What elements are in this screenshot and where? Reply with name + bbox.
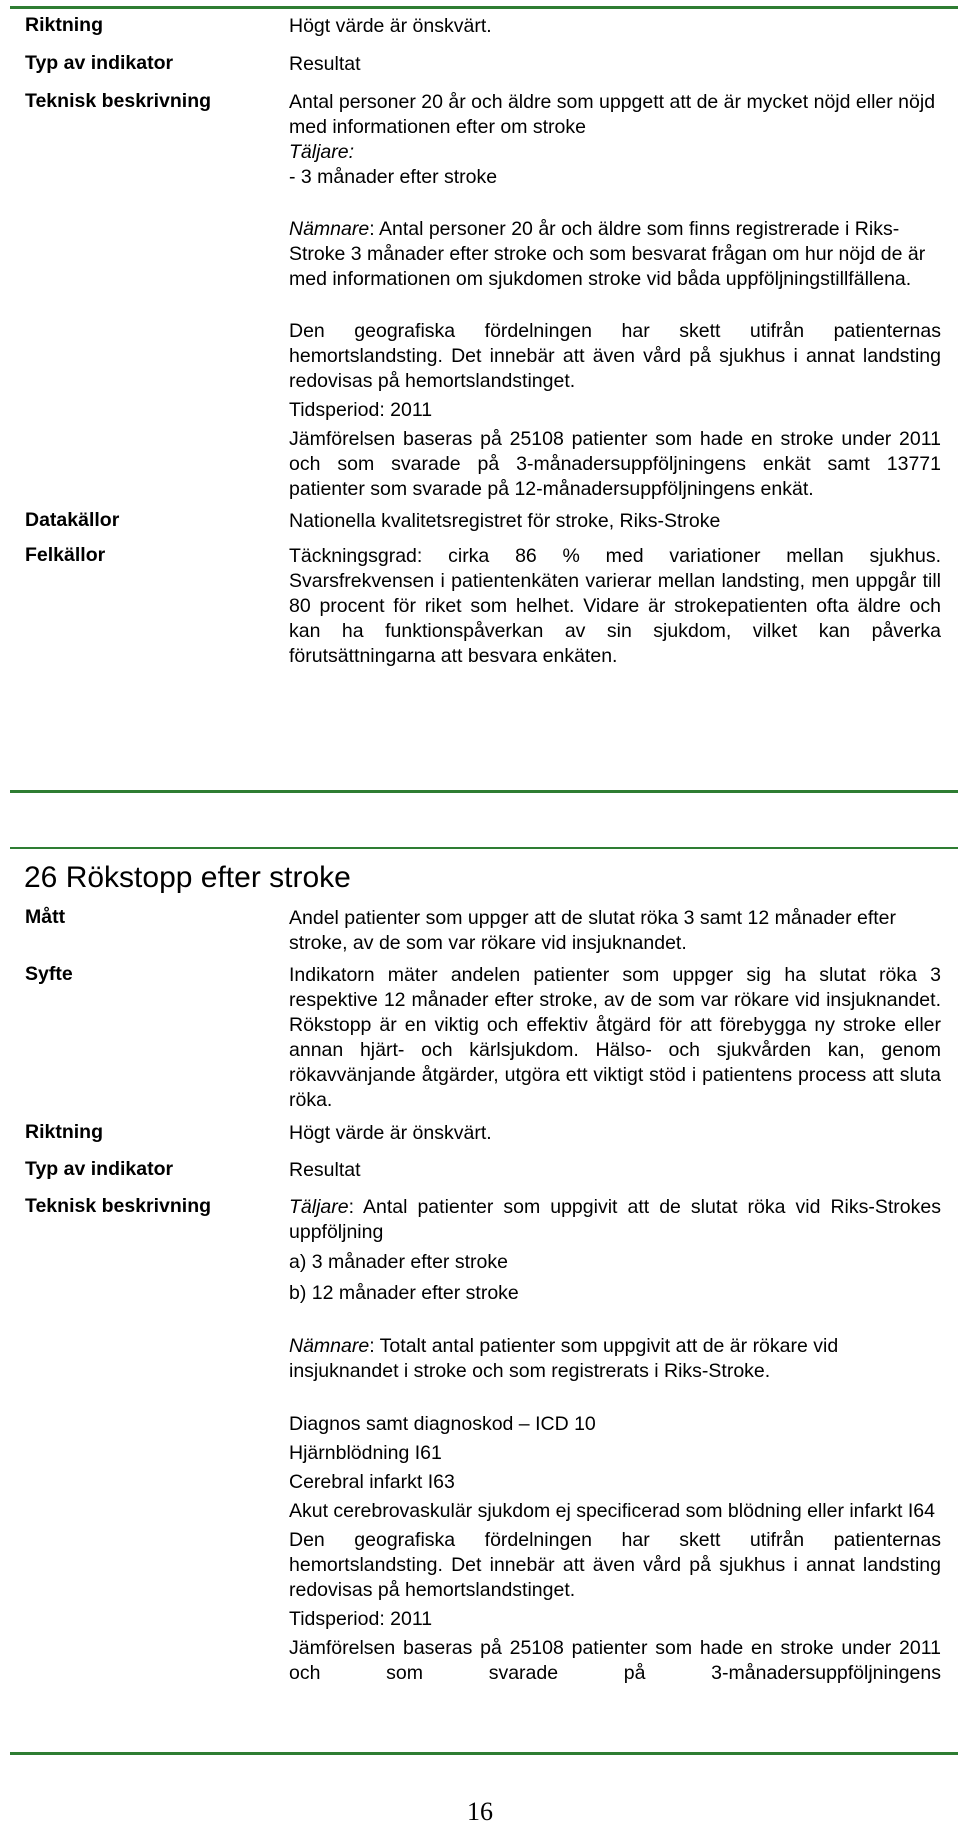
namnare-paragraph bbox=[289, 217, 941, 292]
label-typ: Typ av indikator bbox=[25, 52, 174, 74]
label-felkallor: Felkällor bbox=[25, 544, 106, 566]
label-matt: Mått bbox=[25, 906, 66, 928]
label-typ-26: Typ av indikator bbox=[25, 1158, 174, 1180]
diagnos-i63: Cerebral infarkt I63 bbox=[289, 1471, 455, 1493]
jamforelse-paragraph: Jämförelsen baseras på 25108 patienter som hade en stroke under 2011 och som svarade på 3-månadersuppföljningens enkät samt 13771 patienter som svarade på 12-månadersuppföljningens enkät. bbox=[289, 428, 941, 500]
value-riktning: Högt värde är önskvärt. bbox=[289, 15, 492, 37]
row-riktning bbox=[10, 14, 958, 52]
row-typ-26 bbox=[10, 1158, 958, 1195]
section-title: 26 Rökstopp efter stroke bbox=[24, 861, 351, 894]
item-a: a) 3 månader efter stroke bbox=[289, 1251, 508, 1273]
taljare-item: - 3 månader efter stroke bbox=[289, 166, 498, 188]
row-teknisk bbox=[10, 90, 958, 502]
value-syfte: Indikatorn mäter andelen patienter som uppger sig ha slutat röka 3 respektive 12 månader efter stroke, av de som var rökare vid insjuknandet. Rökstopp är en viktig och effektiv åtgärd för att förebygga ny stroke eller annan hjärt- och kärlsjukdom. Hälso- och sjukvården kan, genom rökavvänjande åtgärder, utgöra ett viktigt stöd i patientens process att sluta röka. bbox=[289, 964, 941, 1111]
table-end-rule bbox=[10, 790, 958, 793]
indicator-table-26 bbox=[10, 906, 958, 1686]
namnare-text: : Antal personer 20 år och äldre som finns registrerade i Riks-Stroke 3 månader efter stroke och som besvarat frågan om hur nöjd de är med informationen om sjukdomen stroke vid båda uppföljningstillfällena. bbox=[289, 218, 926, 290]
label-datakallor: Datakällor bbox=[25, 509, 120, 531]
label-riktning: Riktning bbox=[25, 14, 103, 36]
top-rule bbox=[10, 6, 958, 9]
tidsperiod: Tidsperiod: 2011 bbox=[289, 399, 433, 421]
value-felkallor: Täckningsgrad: cirka 86 % med variationer mellan sjukhus. Svarsfrekvensen i patientenkäten varierar mellan landsting, men uppgår till 80 procent för riket som helhet. Vidare är strokepatienten ofta äldre och kan ha funktionspåverkan av sin sjukdom, vilket kan påverka förutsättningarna att besvara enkäten. bbox=[289, 545, 941, 667]
value-datakallor: Nationella kvalitetsregistret för stroke, Riks-Stroke bbox=[289, 510, 721, 532]
row-syfte bbox=[10, 963, 958, 1113]
item-b: b) 12 månader efter stroke bbox=[289, 1282, 519, 1304]
indicator-table-continued bbox=[10, 14, 958, 669]
section-top-rule bbox=[10, 847, 958, 849]
value-typ-26: Resultat bbox=[289, 1159, 361, 1181]
row-matt bbox=[10, 906, 958, 956]
value-matt: Andel patienter som uppger att de slutat röka 3 samt 12 månader efter stroke, av de som var rökare vid insjuknandet. bbox=[289, 907, 897, 954]
taljare-paragraph-26 bbox=[289, 1195, 941, 1245]
jamforelse-paragraph-26: Jämförelsen baseras på 25108 patienter som hade en stroke under 2011 och som svarade på 3-månadersuppföljningens bbox=[289, 1637, 941, 1684]
tidsperiod-26: Tidsperiod: 2011 bbox=[289, 1608, 433, 1630]
value-riktning-26: Högt värde är önskvärt. bbox=[289, 1122, 492, 1144]
label-teknisk-26: Teknisk beskrivning bbox=[25, 1195, 212, 1217]
namnare-label: Nämnare bbox=[289, 218, 370, 240]
page-number: 16 bbox=[467, 1797, 493, 1826]
taljare-text-26: : Antal patienter som uppgivit att de slutat röka vid Riks-Strokes uppföljning bbox=[289, 1196, 941, 1243]
geo-paragraph-26: Den geografiska fördelningen har skett utifrån patienternas hemortslandsting. Det innebär att även vård på sjukhus i annat landsting redovisas på hemortslandstinget. bbox=[289, 1529, 941, 1601]
label-teknisk: Teknisk beskrivning bbox=[25, 90, 212, 112]
diagnos-i64: Akut cerebrovaskulär sjukdom ej specificerad som blödning eller infarkt I64 bbox=[289, 1500, 935, 1522]
diagnos-i61: Hjärnblödning I61 bbox=[289, 1442, 442, 1464]
value-typ: Resultat bbox=[289, 53, 361, 75]
namnare-paragraph-26 bbox=[289, 1334, 941, 1384]
geo-paragraph: Den geografiska fördelningen har skett utifrån patienternas hemortslandsting. Det innebär att även vård på sjukhus i annat landsting redovisas på hemortslandstinget. bbox=[289, 320, 941, 392]
row-felkallor bbox=[10, 544, 958, 669]
taljare-label-26: Täljare bbox=[289, 1196, 349, 1218]
label-syfte: Syfte bbox=[25, 963, 73, 985]
row-riktning-26 bbox=[10, 1121, 958, 1158]
namnare-label-26: Nämnare bbox=[289, 1335, 370, 1357]
namnare-text-26: : Totalt antal patienter som uppgivit att de är rökare vid insjuknandet i stroke och som registrerats i Riks-Stroke. bbox=[289, 1335, 839, 1382]
teknisk-intro: Antal personer 20 år och äldre som uppgett att de är mycket nöjd eller nöjd med informationen efter om stroke bbox=[289, 91, 936, 138]
label-riktning-26: Riktning bbox=[25, 1121, 103, 1143]
diagnos-heading: Diagnos samt diagnoskod – ICD 10 bbox=[289, 1413, 596, 1435]
row-teknisk-26 bbox=[10, 1195, 958, 1686]
bottom-rule bbox=[10, 1752, 958, 1755]
taljare-label: Täljare: bbox=[289, 141, 355, 163]
row-datakallor bbox=[10, 509, 958, 534]
row-typ bbox=[10, 52, 958, 90]
